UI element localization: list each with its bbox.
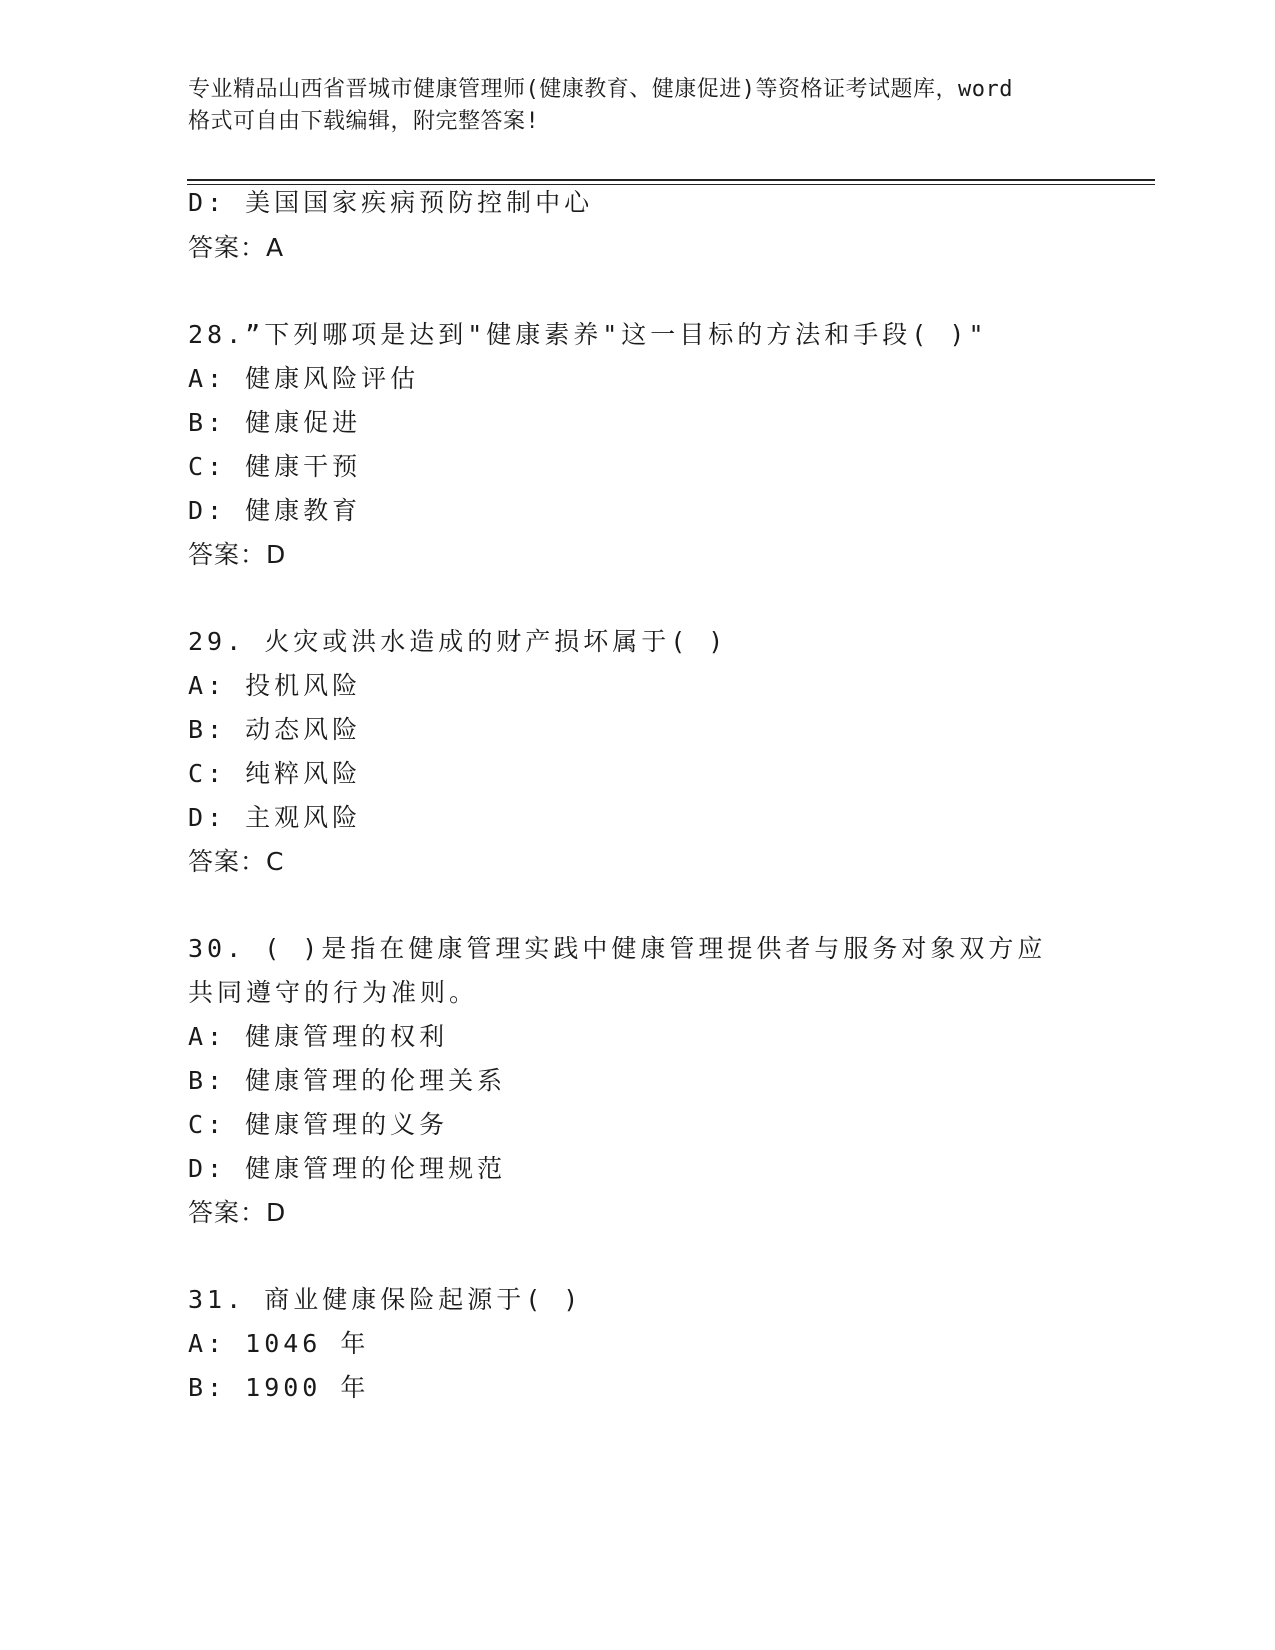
q31-option-a: A: 1046 年	[188, 1329, 370, 1358]
q29-question: 29. 火灾或洪水造成的财产损坏属于( )	[188, 627, 728, 656]
header-rule-thick	[187, 179, 1155, 181]
prev-option-d: D: 美国国家疾病预防控制中心	[188, 188, 594, 217]
q31-question: 31. 商业健康保险起源于( )	[188, 1285, 583, 1314]
q28-option-a: A: 健康风险评估	[188, 364, 420, 393]
q30-option-b: B: 健康管理的伦理关系	[188, 1066, 507, 1095]
q30-option-c: C: 健康管理的义务	[188, 1110, 449, 1139]
header-line-2: 格式可自由下载编辑，附完整答案!	[188, 109, 540, 134]
q28-option-b: B: 健康促进	[188, 408, 362, 437]
prev-answer: 答案：A	[188, 233, 285, 262]
q29-option-a: A: 投机风险	[188, 671, 362, 700]
q30-option-a: A: 健康管理的权利	[188, 1022, 449, 1051]
page-header	[188, 74, 1088, 138]
q30-option-d: D: 健康管理的伦理规范	[188, 1154, 507, 1183]
q29-option-b: B: 动态风险	[188, 715, 362, 744]
q29-option-d: D: 主观风险	[188, 803, 362, 832]
header-rule-thin	[187, 184, 1155, 185]
q30-question-line-2: 共同遵守的行为准则。	[188, 978, 479, 1007]
q28-option-c: C: 健康干预	[188, 452, 362, 481]
q29-option-c: C: 纯粹风险	[188, 759, 362, 788]
q30-answer: 答案：D	[188, 1198, 287, 1227]
q28-answer: 答案：D	[188, 540, 287, 569]
q30-question-line-1: 30. ( )是指在健康管理实践中健康管理提供者与服务对象双方应	[188, 934, 1047, 963]
q28-question: 28.”下列哪项是达到"健康素养"这一目标的方法和手段( )"	[188, 320, 988, 349]
q29-answer: 答案：C	[188, 847, 285, 876]
q31-option-b: B: 1900 年	[188, 1373, 370, 1402]
header-line-1: 专业精品山西省晋城市健康管理师(健康教育、健康促进)等资格证考试题库，word	[188, 77, 1013, 102]
q28-option-d: D: 健康教育	[188, 496, 362, 525]
